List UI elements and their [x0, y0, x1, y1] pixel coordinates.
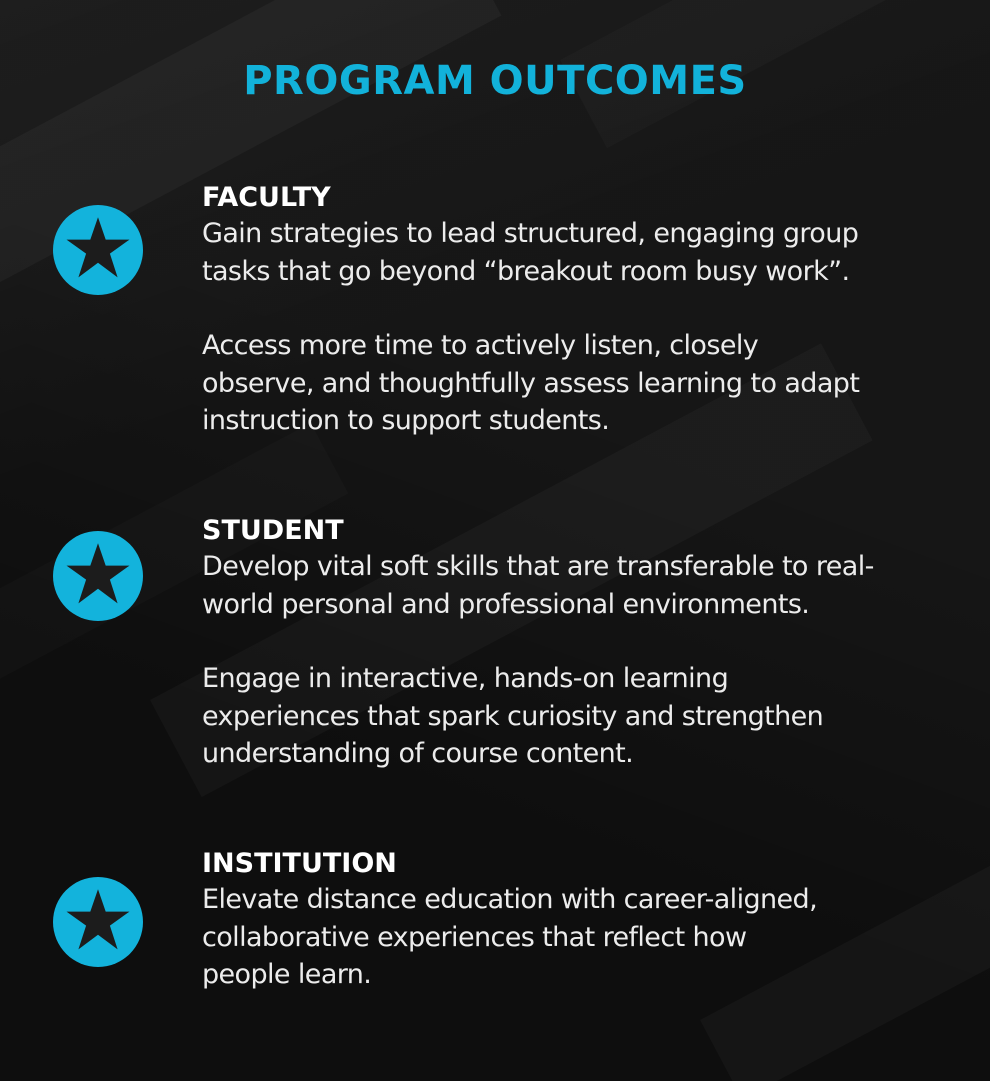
star-icon — [53, 531, 143, 621]
paragraph-line: Develop vital soft skills that are transferable to real- — [202, 551, 874, 582]
outcome-text — [202, 181, 962, 440]
outcome-paragraph — [202, 660, 962, 773]
paragraph-line: world personal and professional environments. — [202, 588, 810, 620]
outcome-paragraph — [202, 881, 962, 994]
outcome-heading: INSTITUTION — [202, 848, 397, 879]
paragraph-line: Engage in interactive, hands-on learning — [202, 663, 729, 694]
outcome-text — [202, 847, 962, 994]
paragraph-line: Access more time to actively listen, closely — [202, 330, 759, 361]
outcome-paragraph — [202, 215, 962, 290]
paragraph-line: Gain strategies to lead structured, engaging group — [202, 218, 859, 249]
paragraph-line: tasks that go beyond “breakout room busy work”. — [202, 255, 850, 287]
outcome-heading: STUDENT — [202, 515, 344, 546]
paragraph-line: instruction to support students. — [202, 405, 610, 436]
paragraph-line: understanding of course content. — [202, 738, 634, 769]
star-icon — [53, 877, 143, 967]
outcome-paragraph — [202, 327, 962, 440]
outcome-text — [202, 514, 962, 773]
paragraph-line: people learn. — [202, 959, 372, 990]
paragraph-line: collaborative experiences that reflect how — [202, 921, 747, 953]
outcome-heading: FACULTY — [202, 182, 331, 213]
star-icon — [53, 205, 143, 295]
paragraph-line: Elevate distance education with career-aligned, — [202, 884, 818, 915]
outcome-paragraph — [202, 548, 962, 623]
paragraph-line: observe, and thoughtfully assess learning to adapt — [202, 367, 860, 399]
page-title: PROGRAM OUTCOMES — [243, 58, 747, 104]
paragraph-line: experiences that spark curiosity and strengthen — [202, 700, 824, 732]
